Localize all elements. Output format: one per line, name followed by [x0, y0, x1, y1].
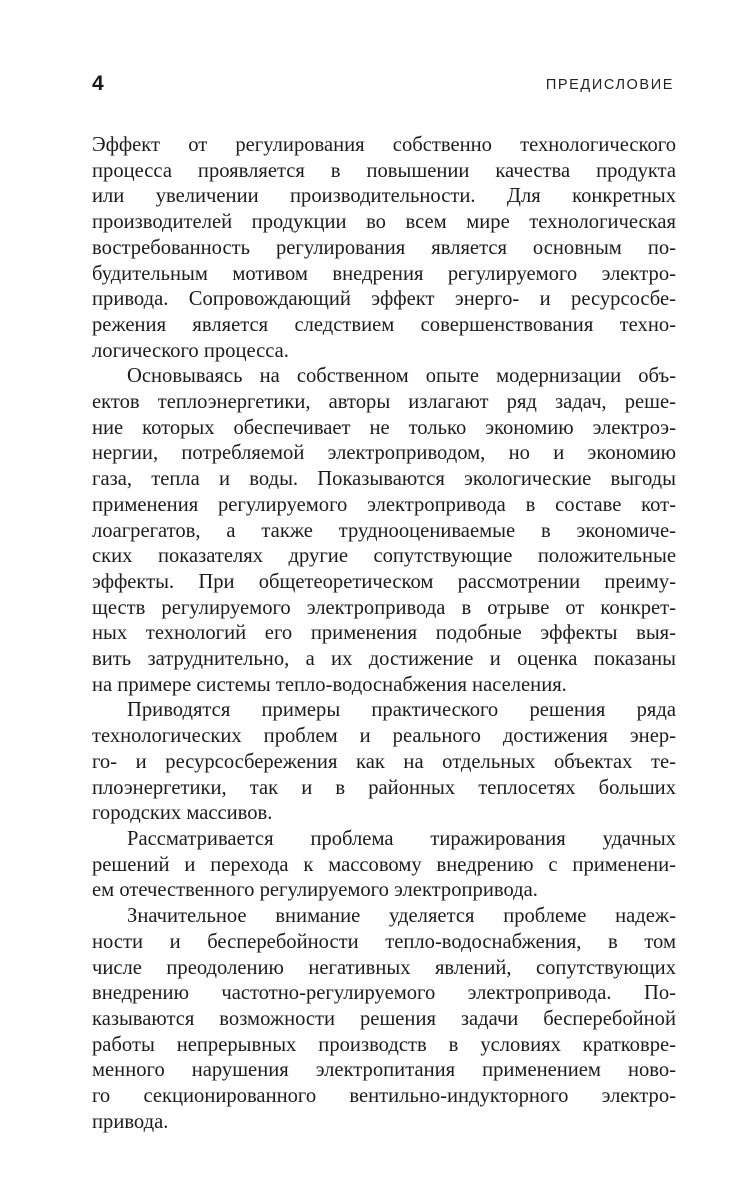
text-line: лоагрегатов, а также труднооцениваемые в экономиче- [92, 519, 676, 542]
text-line: ние которых обеспечивает не только экономию электроэ- [92, 416, 676, 439]
text-line: ности и бесперебойности тепло-водоснабжения, в том [92, 930, 676, 953]
text-line: Значительное внимание уделяется проблеме надеж- [127, 905, 676, 928]
text-line: Рассматривается проблема тиражирования удачных [127, 827, 676, 850]
text-line: ем отечественного регулируемого электропривода. [92, 879, 538, 902]
text-line: вить затруднительно, а их достижение и оценка показаны [92, 648, 676, 671]
text-line: привода. Сопровождающий эффект энерго- и ресурсосбе- [92, 288, 676, 311]
text-line: Приводятся примеры практического решения ряда [127, 699, 676, 722]
text-line: менного нарушения электропитания применением ново- [92, 1059, 676, 1082]
text-line: плоэнергетики, так и в районных теплосетях больших [92, 776, 676, 799]
text-line: привода. [92, 1110, 169, 1133]
text-line: нергии, потребляемой электроприводом, но и экономию [92, 442, 676, 465]
paragraph [92, 904, 676, 1135]
text-line: го секционированного вентильно-индукторного электро- [92, 1085, 676, 1108]
text-line: на примере системы тепло-водоснабжения населения. [92, 673, 567, 696]
text-line: логического процесса. [92, 339, 289, 362]
text-line: казываются возможности решения задачи бесперебойной [92, 1007, 676, 1030]
paragraph [92, 698, 676, 827]
text-line: ских показателях другие сопутствующие положительные [92, 545, 676, 568]
text-line: технологических проблем и реального достижения энер- [92, 725, 676, 748]
text-line: Эффект от регулирования собственно технологического [92, 134, 676, 156]
text-line: ектов теплоэнергетики, авторы излагают ряд задач, реше- [92, 391, 676, 414]
text-line: Основываясь на собственном опыте модернизации объ- [127, 365, 676, 388]
page-number: 4 [92, 72, 104, 95]
text-line: востребованность регулирования является основным по- [92, 236, 676, 259]
text-line: или увеличении производительности. Для конкретных [92, 185, 676, 208]
paragraph [92, 827, 676, 904]
text-line: внедрению частотно-регулируемого электропривода. По- [92, 982, 676, 1005]
text-line: процесса проявляется в повышении качества продукта [92, 159, 676, 182]
body-text [92, 133, 676, 1135]
text-line: числе преодолению негативных явлений, сопутствующих [92, 956, 676, 979]
paragraph [92, 364, 676, 698]
paragraph [92, 133, 676, 364]
text-line: решений и перехода к массовому внедрению с применени- [92, 853, 676, 876]
text-line: го- и ресурсосбережения как на отдельных объектах те- [92, 750, 676, 773]
text-line: эффекты. При общетеоретическом рассмотрении преиму- [92, 570, 676, 593]
text-line: газа, тепла и воды. Показываются экологические выгоды [92, 468, 676, 491]
text-line: будительным мотивом внедрения регулируемого электро- [92, 262, 676, 285]
text-line: городских массивов. [92, 802, 273, 825]
text-line: производителей продукции во всем мире технологическая [92, 211, 676, 234]
text-line: ществ регулируемого электропривода в отрыве от конкрет- [92, 596, 676, 619]
text-line: ных технологий его применения подобные эффекты выя- [92, 622, 676, 645]
text-line: режения является следствием совершенствования техно- [92, 313, 676, 336]
text-line: работы непрерывных производств в условиях кратковре- [92, 1033, 676, 1056]
running-head: ПРЕДИСЛОВИЕ [545, 77, 674, 93]
text-line: применения регулируемого электропривода в составе кот- [92, 493, 676, 516]
